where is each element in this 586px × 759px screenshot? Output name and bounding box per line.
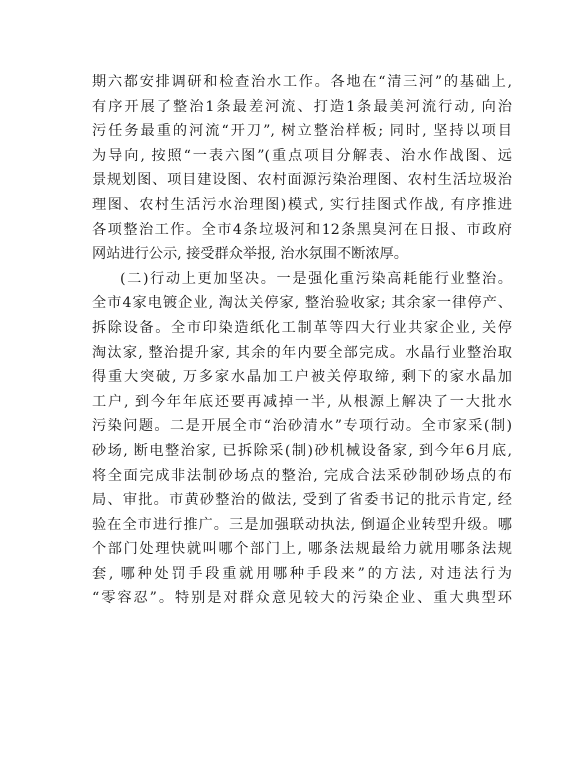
text-line: 全市4家电镀企业, 淘汰关停家, 整治验收家; 其余家一律停产、 bbox=[92, 295, 512, 312]
text-line: 淘汰家, 整治提升家, 其余的年内要全部完成。水晶行业整治取 bbox=[92, 344, 512, 361]
paragraph-2 bbox=[92, 267, 512, 611]
text-line: 砂场, 断电整治家, 已拆除采(制)砂机械设备家, 到今年6月底, bbox=[92, 442, 512, 459]
text-line: 个部门处理快就叫哪个部门上, 哪条法规最给力就用哪条法规 bbox=[92, 541, 512, 558]
text-line: 拆除设备。全市印染造纸化工制革等四大行业共家企业, 关停 bbox=[92, 319, 512, 336]
text-line: 局、审批。市黄砂整治的做法, 受到了省委书记的批示肯定, 经 bbox=[92, 492, 512, 509]
text-line: 将全面完成非法制砂场点的整治, 完成合法采砂制砂场点的布 bbox=[92, 467, 512, 484]
text-line: 工户, 到今年年底还要再减掉一半, 从根源上解决了一大批水 bbox=[92, 393, 512, 410]
text-line: “零容忍”。特别是对群众意见较大的污染企业、重大典型环 bbox=[92, 590, 512, 607]
text-line: 期六都安排调研和检查治水工作。各地在“清三河”的基础上, bbox=[92, 74, 512, 90]
text-line: 得重大突破, 万多家水晶加工户被关停取缔, 剩下的家水晶加 bbox=[92, 369, 512, 386]
text-line: 景规划图、项目建设图、农村面源污染治理图、农村生活垃圾治 bbox=[92, 172, 512, 189]
text-line: 为导向, 按照“一表六图”(重点项目分解表、治水作战图、远 bbox=[92, 147, 512, 164]
text-line: 各项整治工作。全市4条垃圾河和12条黑臭河在日报、市政府 bbox=[92, 221, 512, 238]
text-line: 套, 哪种处罚手段重就用哪种手段来”的方法, 对违法行为 bbox=[92, 565, 512, 582]
text-line: (二)行动上更加坚决。一是强化重污染高耗能行业整治。 bbox=[120, 270, 512, 287]
paragraph-1 bbox=[92, 70, 512, 267]
document-body bbox=[92, 70, 512, 611]
text-line: 污任务最重的河流“开刀”, 树立整治样板; 同时, 坚持以项目 bbox=[92, 123, 512, 140]
text-line: 网站进行公示, 接受群众举报, 治水氛围不断浓厚。 bbox=[92, 246, 408, 263]
text-line: 验在全市进行推广。三是加强联动执法, 倒逼企业转型升级。哪 bbox=[92, 516, 512, 533]
text-line: 污染问题。二是开展全市“治砂清水”专项行动。全市家采(制) bbox=[92, 418, 512, 435]
text-line: 有序开展了整治1条最差河流、打造1条最美河流行动, 向治 bbox=[92, 98, 512, 115]
text-line: 理图、农村生活污水治理图)模式, 实行挂图式作战, 有序推进 bbox=[92, 196, 512, 213]
